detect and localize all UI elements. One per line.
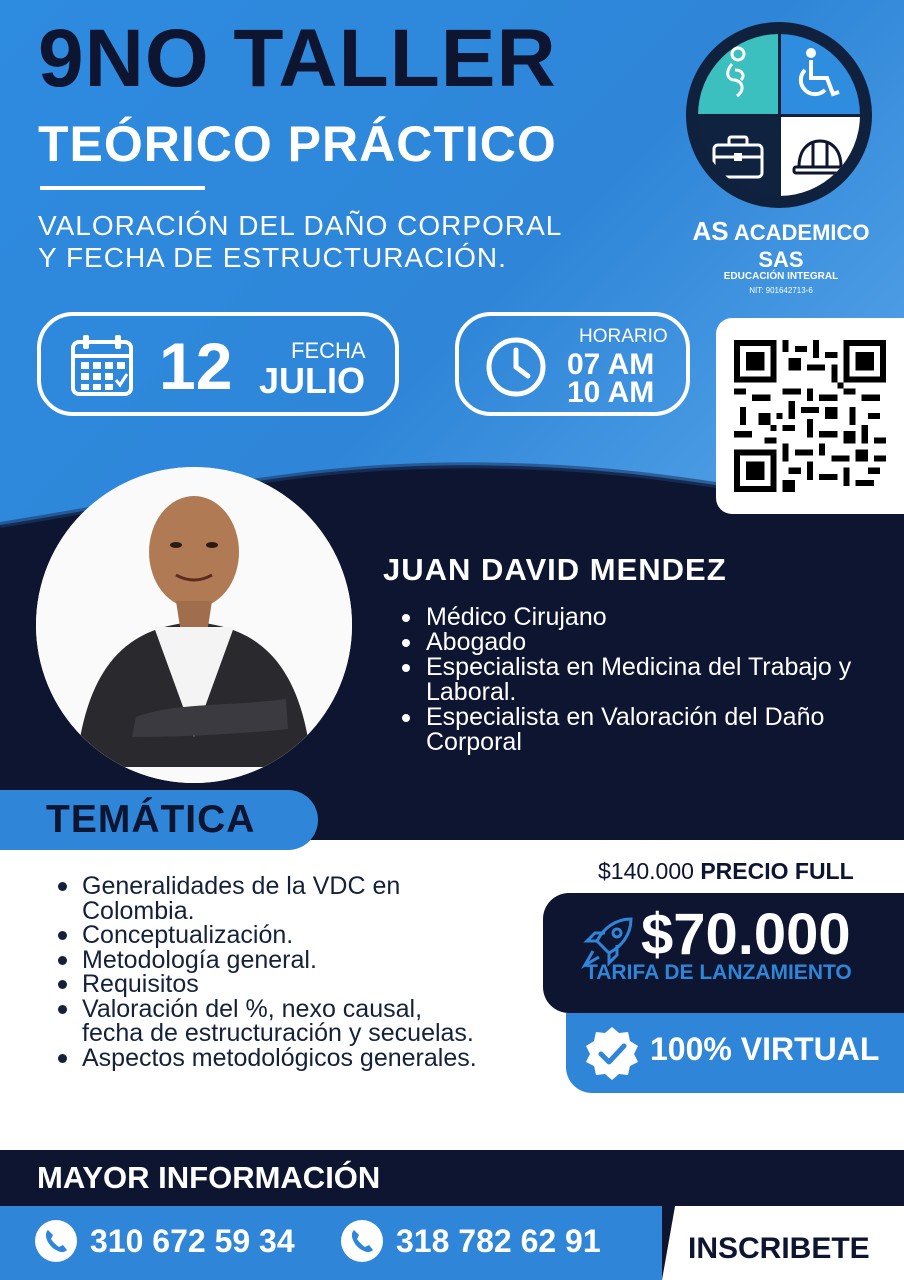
brand-block <box>676 216 886 295</box>
full-price-label: PRECIO FULL <box>700 858 854 884</box>
title-divider <box>40 186 205 190</box>
topic-item: Valoración del %, nexo causal, fecha de estructuración y secuelas. <box>58 997 478 1046</box>
phone-link-1[interactable] <box>34 1219 295 1263</box>
full-price-amount: $140.000 <box>598 858 694 884</box>
event-title: 9NO TALLER <box>38 13 557 104</box>
topics-list <box>58 874 478 1070</box>
topics-heading-tab <box>0 790 318 850</box>
schedule-start: 07 AM <box>567 348 655 381</box>
virtual-badge <box>566 1013 904 1093</box>
phone-icon <box>340 1219 384 1263</box>
event-topic-line-2: Y FECHA DE ESTRUCTURACIÓN. <box>38 242 507 273</box>
phone-number-1: 310 672 59 34 <box>90 1222 295 1259</box>
event-topic-line-1: VALORACIÓN DEL DAÑO CORPORAL <box>38 210 563 241</box>
phone-link-2[interactable] <box>340 1219 601 1263</box>
topic-item: Metodología general. <box>58 948 478 973</box>
speaker-name: JUAN DAVID MENDEZ <box>383 552 727 587</box>
brand-initials: AS <box>692 216 729 246</box>
schedule-end: 10 AM <box>567 376 655 409</box>
speaker-portrait <box>36 467 352 783</box>
full-price <box>598 858 854 885</box>
clock-icon <box>485 336 547 398</box>
brand-nit: NIT: 901642713-6 <box>749 286 813 295</box>
schedule-label: HORARIO <box>579 326 668 347</box>
launch-price-box <box>543 893 904 1013</box>
register-button-label[interactable]: INSCRIBETE <box>688 1232 870 1265</box>
speaker-credentials <box>400 605 870 755</box>
speaker-credential: Abogado <box>400 630 870 655</box>
speaker-credential: Especialista en Medicina del Trabajo y Laboral. <box>400 655 870 705</box>
calendar-icon <box>69 332 135 398</box>
event-subtitle: TEÓRICO PRÁCTICO <box>38 116 557 172</box>
topic-item: Generalidades de la VDC en Colombia. <box>58 874 478 923</box>
phone-number-2: 318 782 62 91 <box>396 1222 601 1259</box>
speaker-photo <box>36 467 352 783</box>
speaker-credential: Médico Cirujano <box>400 605 870 630</box>
topic-item: Requisitos <box>58 972 478 997</box>
date-pill <box>37 312 399 416</box>
contact-heading: MAYOR INFORMACIÓN <box>37 1160 381 1195</box>
event-month: JULIO <box>259 360 366 401</box>
launch-price-label: TARIFA DE LANZAMIENTO <box>585 961 852 984</box>
brand-name: ACADEMICO SAS <box>733 220 870 272</box>
speaker-credential: Especialista en Valoración del Daño Corporal <box>400 705 870 755</box>
qr-code-icon <box>734 340 886 492</box>
verified-check-icon <box>584 1025 640 1081</box>
phone-icon <box>34 1219 78 1263</box>
virtual-label: 100% VIRTUAL <box>650 1031 880 1067</box>
brand-tagline: EDUCACIÓN INTEGRAL <box>723 271 839 282</box>
brand-logo <box>686 22 872 208</box>
topic-item: Aspectos metodológicos generales. <box>58 1046 478 1071</box>
event-day: 12 <box>159 329 233 403</box>
schedule-pill <box>455 312 690 416</box>
topics-heading: TEMÁTICA <box>46 798 256 841</box>
launch-price-amount: $70.000 <box>641 902 851 967</box>
date-label: FECHA <box>291 338 366 363</box>
topic-item: Conceptualización. <box>58 923 478 948</box>
registration-qr-code[interactable] <box>716 318 904 514</box>
event-topic <box>38 210 562 274</box>
